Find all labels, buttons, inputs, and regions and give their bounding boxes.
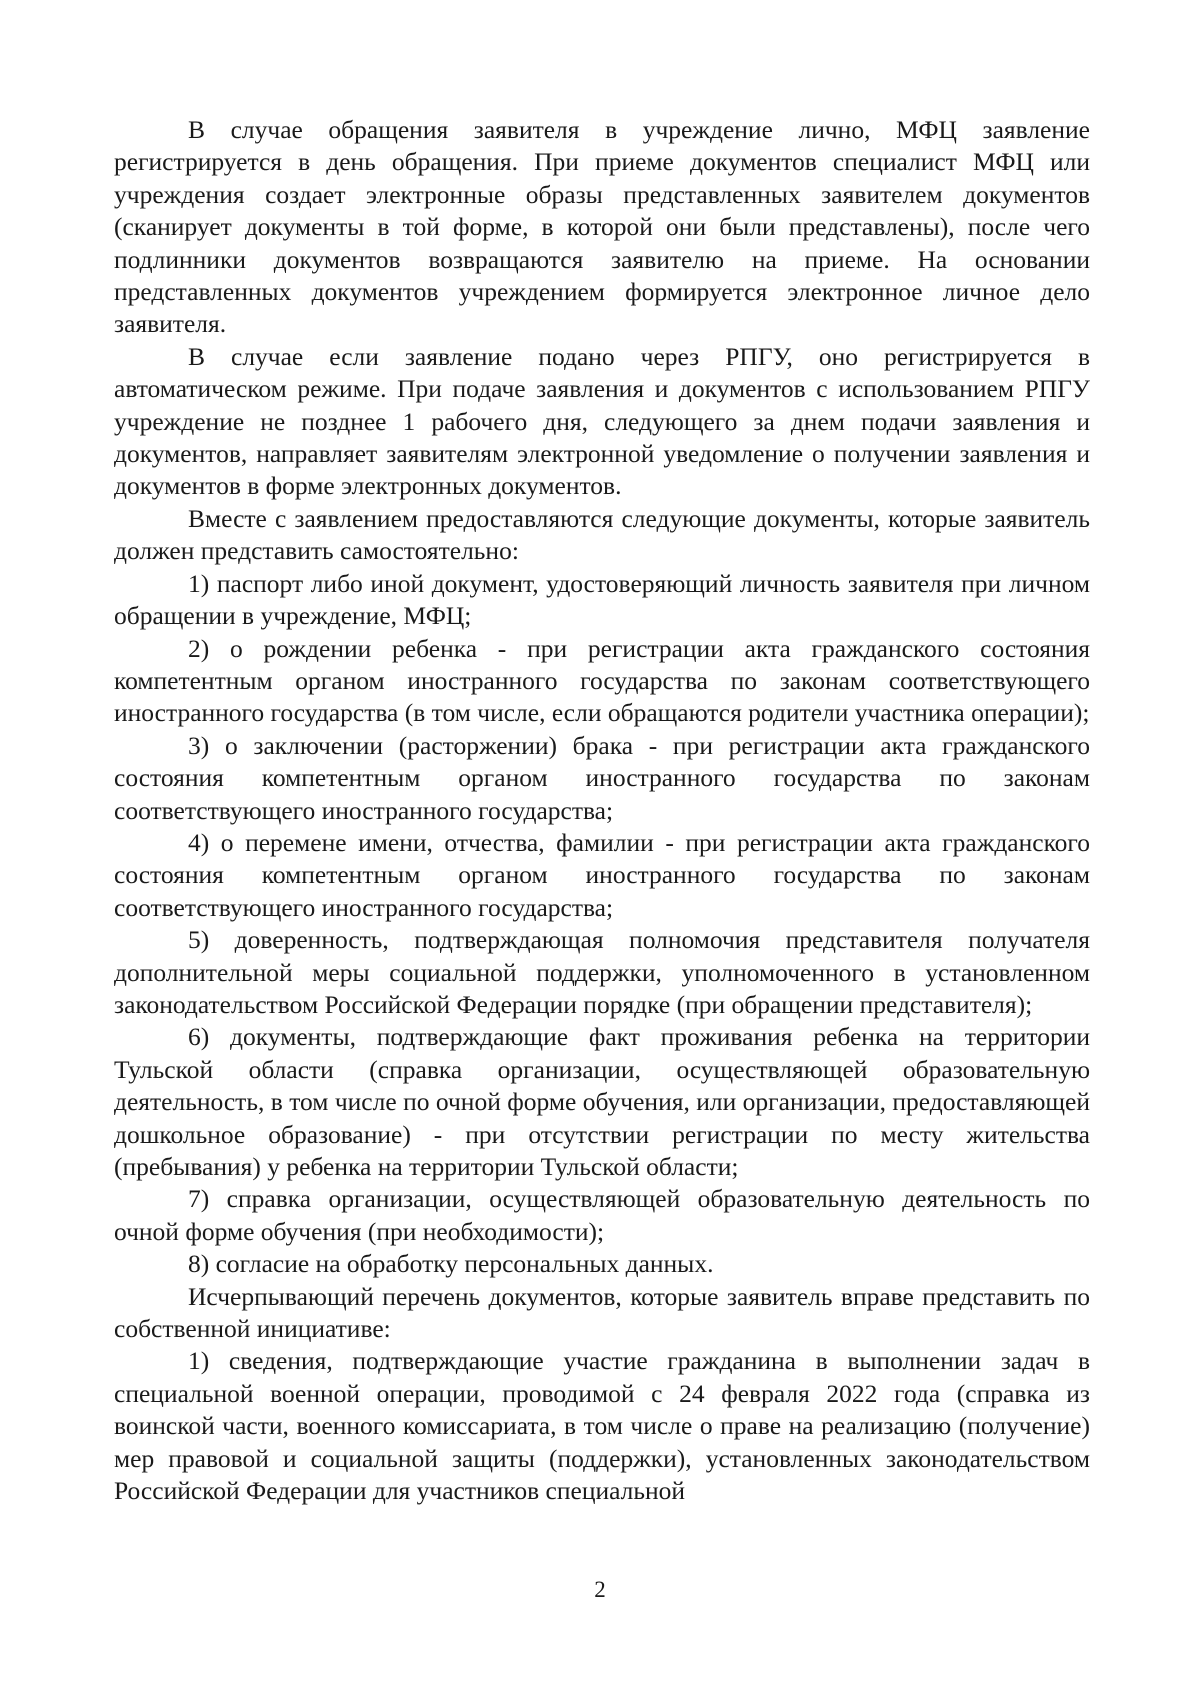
list-item-marriage-certificate: 3) о заключении (расторжении) брака - при регистрации акта гражданского состояния компетентным органом иностранного государства по законам соответствующего иностранного государства;	[114, 730, 1090, 825]
page-number: 2	[594, 1577, 606, 1602]
paragraph-rpgu-registration: В случае если заявление подано через РПГУ, оно регистрируется в автоматическом режиме. При подаче заявления и документов с использованием РПГУ учреждение не позднее 1 рабочего дня, следующего за днем подачи заявления и документов, направляет заявителям электронной уведомление о получении заявления и документов в форме электронных документов.	[114, 341, 1090, 501]
paragraph-optional-documents-intro: Исчерпывающий перечень документов, которые заявитель вправе представить по собственной инициативе:	[114, 1281, 1090, 1344]
list-item-power-of-attorney: 5) доверенность, подтверждающая полномочия представителя получателя дополнительной меры социальной поддержки, уполномоченного в установленном законодательством Российской Федерации порядке (при обращении представителя);	[114, 925, 1090, 1019]
list-item-birth-certificate: 2) о рождении ребенка - при регистрации акта гражданского состояния компетентным органом иностранного государства по законам соответствующего иностранного государства (в том числе, если обращаются родители участника операции);	[114, 633, 1090, 728]
list-item-svo-participation: 1) сведения, подтверждающие участие гражданина в выполнении задач в специальной военной операции, проводимой с 24 февраля 2022 года (справка из воинской части, военного комиссариата, в том числе о праве на реализацию (получение) мер правовой и социальной защиты (поддержки), установленных законодательством Российской Федерации для участников специальной	[114, 1346, 1090, 1506]
document-body	[114, 114, 1090, 1507]
list-item-passport: 1) паспорт либо иной документ, удостоверяющий личность заявителя при личном обращении в учреждение, МФЦ;	[114, 568, 1090, 631]
list-item-education-certificate: 7) справка организации, осуществляющей образовательную деятельность по очной форме обучения (при необходимости);	[114, 1184, 1090, 1246]
paragraph-required-documents-intro: Вместе с заявлением предоставляются следующие документы, которые заявитель должен представить самостоятельно:	[114, 503, 1090, 566]
list-item-residence-proof: 6) документы, подтверждающие факт проживания ребенка на территории Тульской области (справка организации, осуществляющей образовательную деятельность, в том числе по очной форме обучения, или организации, предоставляющей дошкольное образование) - при отсутствии регистрации по месту жительства (пребывания) у ребенка на территории Тульской области;	[114, 1022, 1090, 1181]
list-item-name-change: 4) о перемене имени, отчества, фамилии - при регистрации акта гражданского состояния компетентным органом иностранного государства по законам соответствующего иностранного государства;	[114, 827, 1090, 922]
list-item-data-consent: 8) согласие на обработку персональных данных.	[188, 1249, 714, 1279]
paragraph-mfc-registration: В случае обращения заявителя в учреждение лично, МФЦ заявление регистрируется в день обращения. При приеме документов специалист МФЦ или учреждения создает электронные образы представленных заявителем документов (сканирует документы в той форме, в которой они были представлены), после чего подлинники документов возвращаются заявителю на приеме. На основании представленных документов учреждением формируется электронное личное дело заявителя.	[114, 115, 1090, 339]
